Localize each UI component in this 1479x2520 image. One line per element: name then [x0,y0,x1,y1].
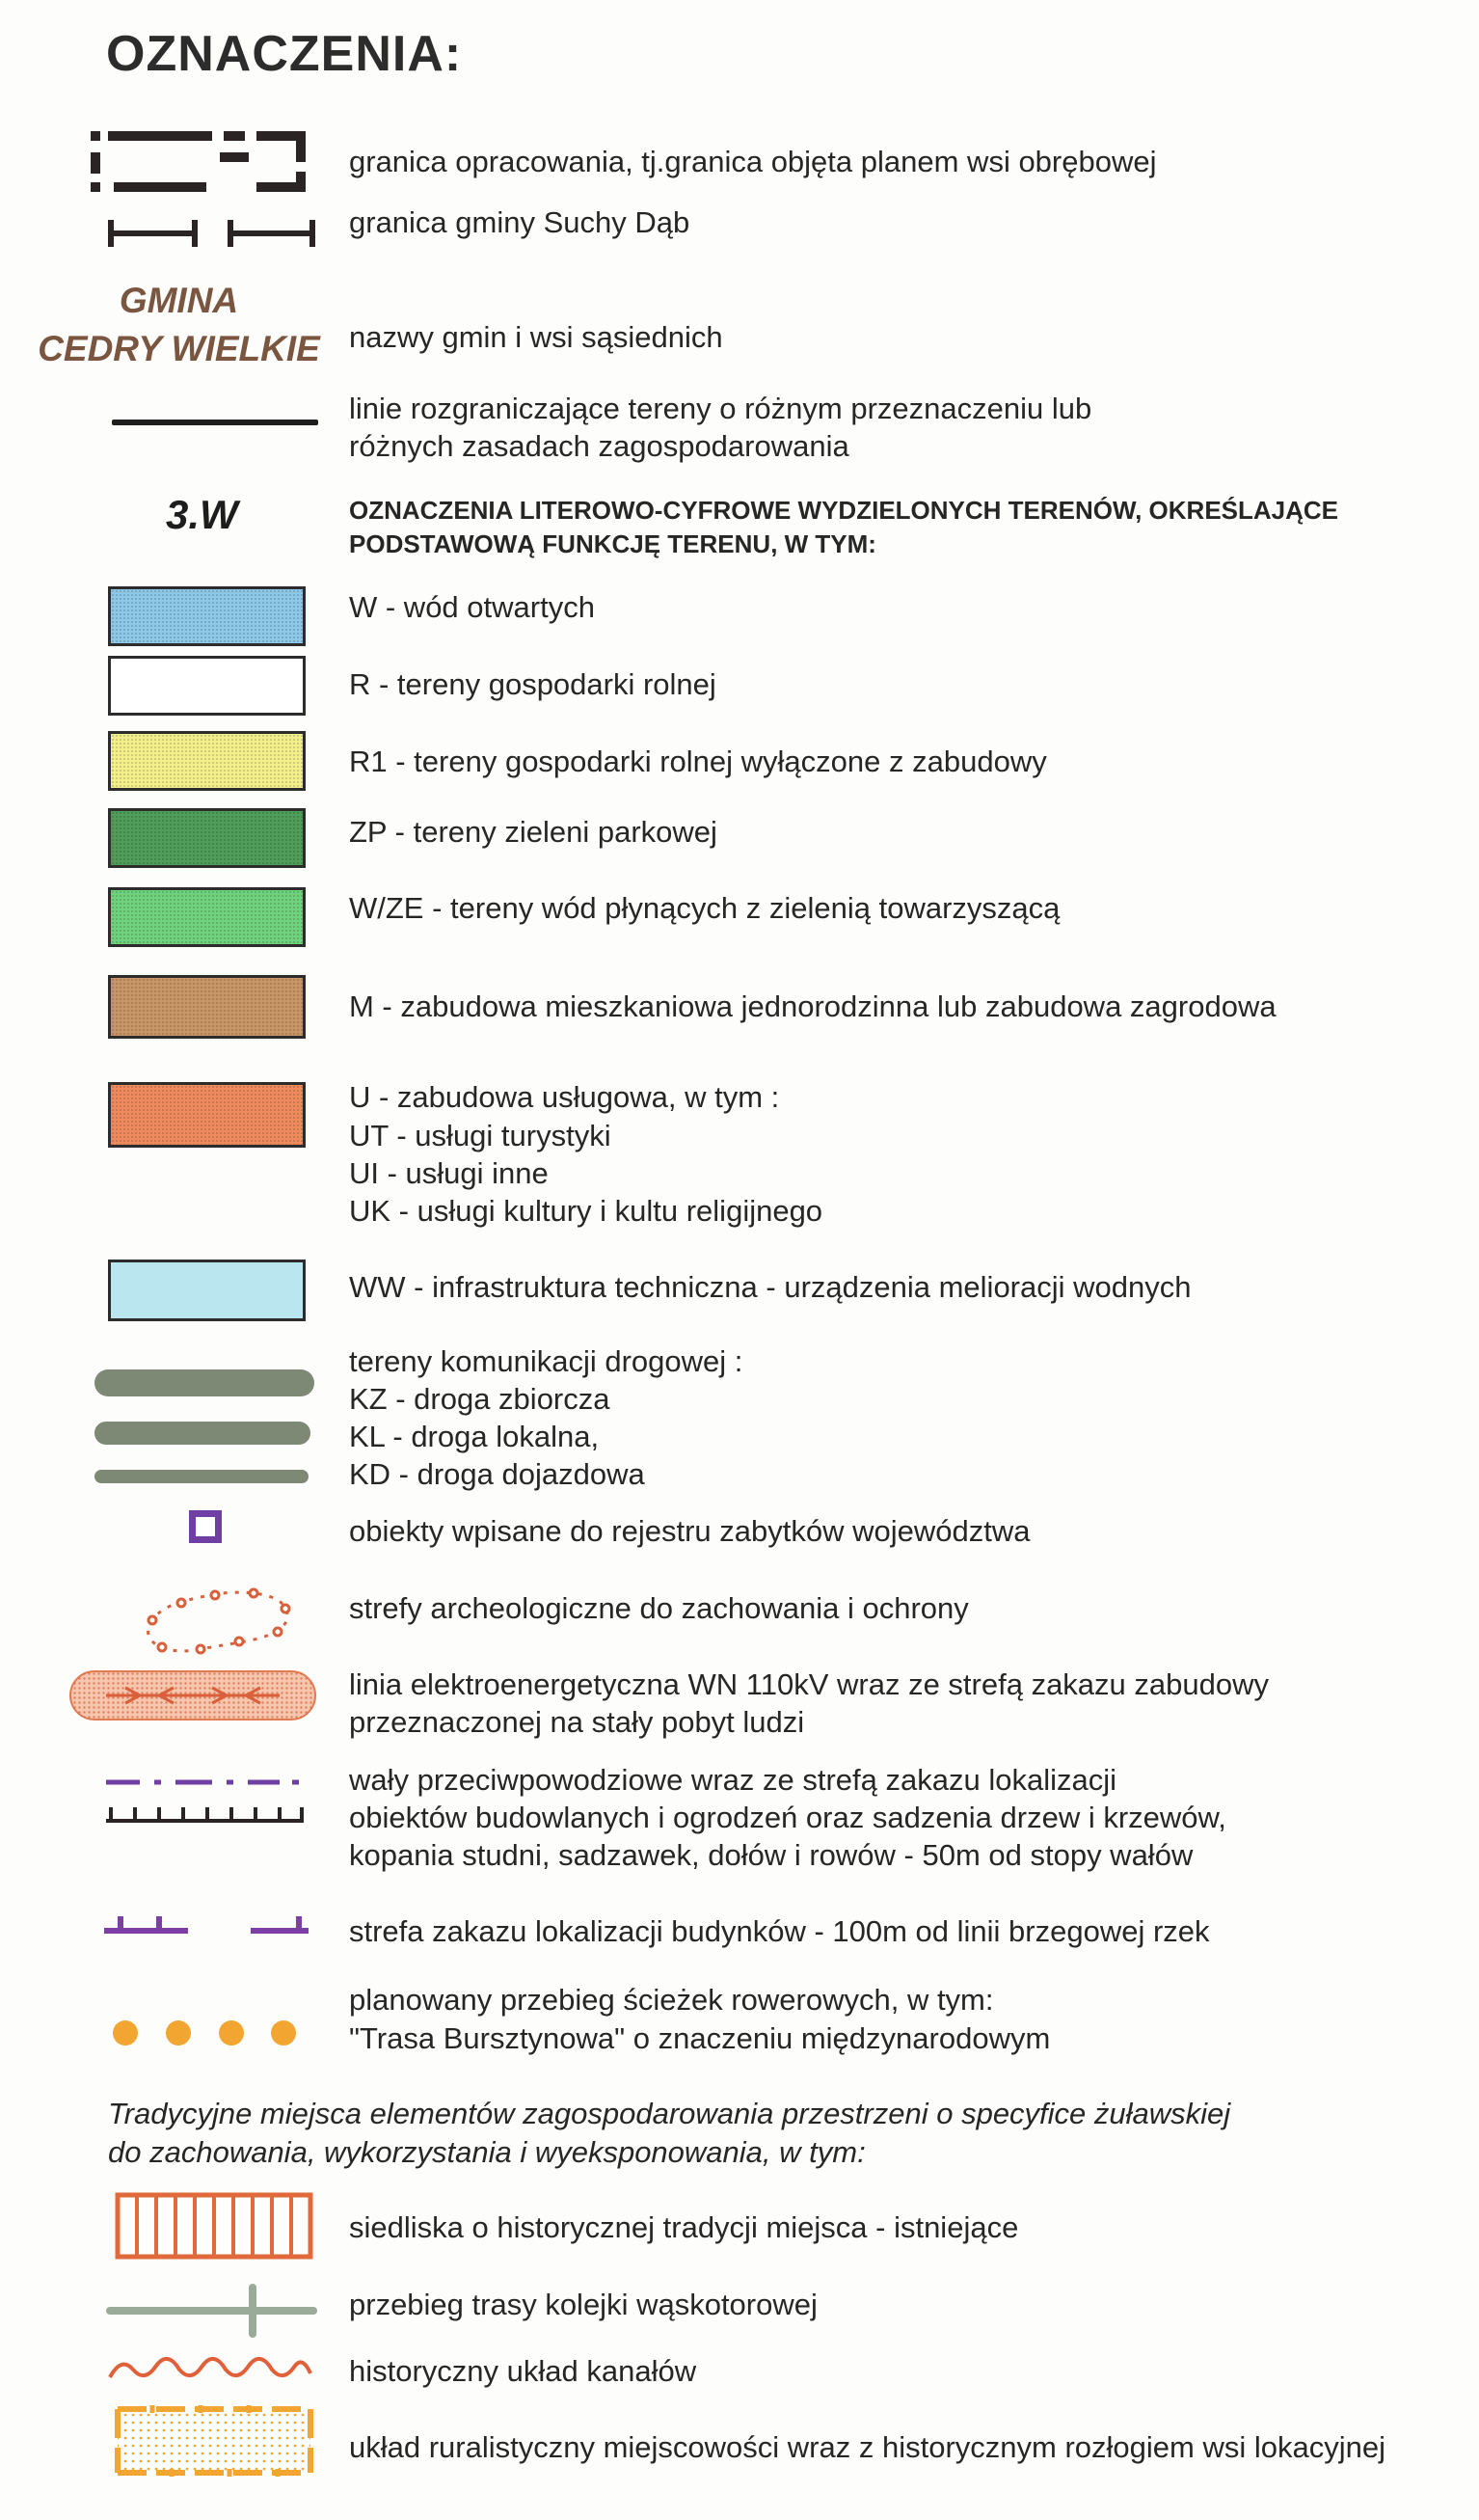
road-kz-symbol [94,1369,314,1396]
zone-r1-label: R1 - tereny gospodarki rolnej wyłączone z zabudowy [349,745,1047,778]
study-boundary-label: granica opracowania, tj.granica objęta planem wsi obrębowej [349,145,1157,178]
zone-r1-swatch [108,731,306,791]
road-kd-label: KD - droga dojazdowa [349,1457,645,1491]
traditional-heading-2: do zachowania, wykorzystania i wyeksponowania, w tym: [108,2135,866,2169]
zone-m-swatch [108,975,306,1039]
archaeology-zone-symbol [133,1582,297,1659]
historic-homestead-symbol [114,2191,316,2261]
road-kz-label: KZ - droga zbiorcza [349,1382,610,1416]
monument-icon [189,1510,222,1543]
zone-w-label: W - wód otwartych [349,590,595,624]
boundary-lines-label-2: różnych zasadach zagospodarowania [349,429,849,463]
zone-u-swatch [108,1082,306,1148]
archaeology-label: strefy archeologiczne do zachowania i ochrony [349,1591,969,1625]
roads-label: tereny komunikacji drogowej : [349,1344,743,1378]
embankment-label-1: wały przeciwpowodziowe wraz ze strefą zakazu lokalizacji [349,1763,1116,1797]
zone-r-label: R - tereny gospodarki rolnej [349,667,716,701]
railway-label: przebieg trasy kolejki wąskotorowej [349,2288,818,2321]
neighbor-commune-line1: GMINA [119,281,239,320]
zone-ww-label: WW - infrastruktura techniczna - urządzenia melioracji wodnych [349,1270,1192,1304]
zone-ww-swatch [108,1260,306,1321]
bike-path-label-1: planowany przebieg ścieżek rowerowych, w tym: [349,1983,994,2017]
road-kd-symbol [94,1470,309,1483]
road-kl-label: KL - droga lokalna, [349,1420,600,1453]
boundary-lines-label-1: linie rozgraniczające tereny o różnym przeznaczeniu lub [349,392,1092,425]
commune-boundary-label: granica gminy Suchy Dąb [349,205,690,239]
historic-canals-symbol [106,2350,313,2389]
power-line-label-1: linia elektroenergetyczna WN 110kV wraz ze strefą zakazu zabudowy [349,1667,1269,1701]
boundary-line-symbol [112,420,318,425]
zone-wze-swatch [108,887,306,947]
rural-layout-label: układ ruralistyczny miejscowości wraz z historycznym rozłogiem wsi lokacyjnej [349,2430,1385,2464]
building-ban-label: strefa zakazu lokalizacji budynków - 100m od linii brzegowej rzek [349,1914,1210,1948]
zone-zp-swatch [108,808,306,868]
flood-embankment-symbol [101,1773,309,1830]
zone-wze-label: W/ZE - tereny wód płynących z zielenią towarzyszącą [349,891,1061,925]
traditional-heading-1: Tradycyjne miejsca elementów zagospodarowania przestrzeni o specyfice żuławskiej [108,2097,1231,2130]
road-kl-symbol [94,1422,310,1445]
zone-u-label: U - zabudowa usługowa, w tym : [349,1080,780,1114]
zone-r-swatch [108,656,306,716]
neighbor-commune-name [17,277,340,373]
embankment-label-2: obiektów budowlanych i ogrodzeń oraz sadzenia drzew i krzewów, [349,1801,1226,1834]
zone-uk-label: UK - usługi kultury i kultu religijnego [349,1194,823,1228]
embankment-label-3: kopania studni, sadzawek, dołów i rowów - 50m od stopy wałów [349,1838,1194,1872]
zone-m-label: M - zabudowa mieszkaniowa jednorodzinna lub zabudowa zagrodowa [349,989,1277,1023]
neighbor-commune-line2: CEDRY WIELKIE [38,329,320,368]
zone-zp-label: ZP - tereny zieleni parkowej [349,815,717,849]
study-boundary-symbol [87,123,309,201]
commune-boundary-symbol [108,214,315,253]
rural-layout-symbol [114,2403,316,2480]
power-line-label-2: przeznaczonej na stały pobyt ludzi [349,1705,805,1739]
neighbor-names-label: nazwy gmin i wsi sąsiednich [349,320,723,354]
zone-ut-label: UT - usługi turystyki [349,1119,611,1152]
bike-path-symbol [108,2014,306,2052]
homestead-label: siedliska o historycznej tradycji miejsca - istniejące [349,2210,1019,2244]
power-line-symbol [67,1666,318,1724]
zone-codes-heading-2: PODSTAWOWĄ FUNKCJĘ TERENU, W TYM: [349,529,876,558]
legend-title: OZNACZENIA: [106,26,463,82]
building-ban-zone-symbol [101,1902,313,1940]
canals-label: historyczny układ kanałów [349,2354,697,2388]
bike-path-label-2: "Trasa Bursztynowa" o znaczeniu międzynarodowym [349,2021,1051,2055]
zone-codes-heading-1: OZNACZENIA LITEROWO-CYFROWE WYDZIELONYCH TERENÓW, OKREŚLAJĄCE [349,496,1339,525]
zone-ui-label: UI - usługi inne [349,1156,549,1190]
zone-code-example: 3.W [166,492,238,537]
monuments-label: obiekty wpisane do rejestru zabytków województwa [349,1514,1031,1548]
narrow-gauge-railway-symbol [106,2282,318,2340]
zone-w-swatch [108,586,306,646]
